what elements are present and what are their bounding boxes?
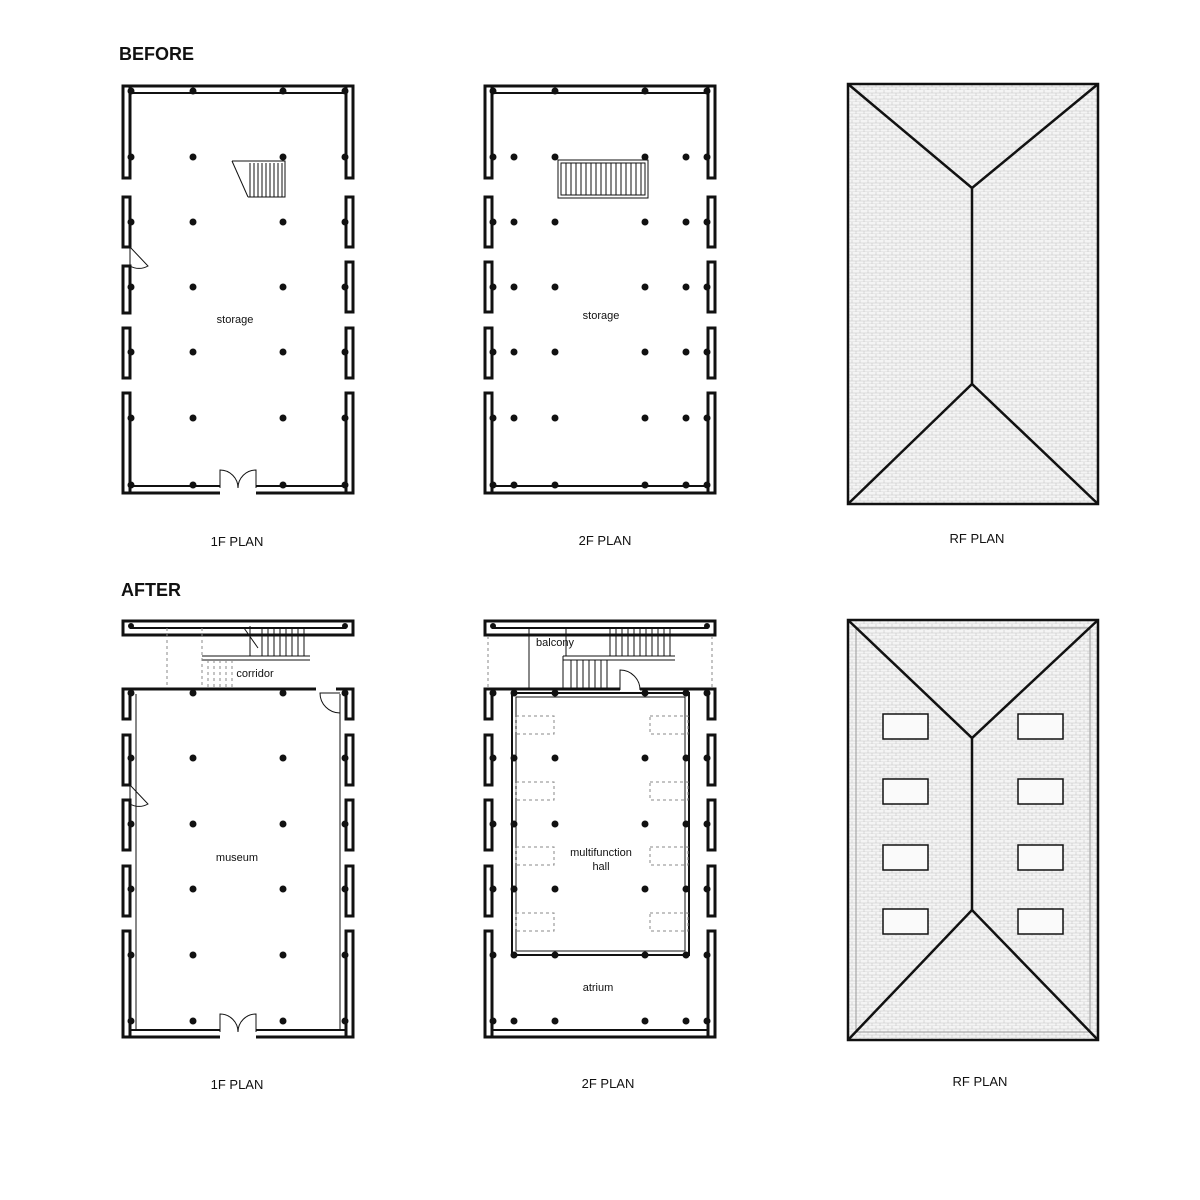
before-1f-plan-label: 1F PLAN xyxy=(210,534,264,549)
after-1f-corridor-label: corridor xyxy=(236,668,274,680)
after-1f-room-label: museum xyxy=(215,852,259,864)
after-rf-plan-label: RF PLAN xyxy=(952,1074,1008,1089)
before-2f-room-label: storage xyxy=(582,310,620,322)
before-1f-columns xyxy=(128,88,349,489)
after-2f-plan xyxy=(485,621,715,1037)
before-1f-room-label: storage xyxy=(216,314,254,326)
before-2f-columns xyxy=(490,88,711,489)
before-1f-plan xyxy=(123,86,353,493)
before-title: BEFORE xyxy=(119,44,195,64)
after-rf-plan xyxy=(848,620,1098,1040)
before-2f-plan-label: 2F PLAN xyxy=(578,533,632,548)
after-1f-plan-label: 1F PLAN xyxy=(210,1077,264,1092)
after-1f-plan xyxy=(123,621,353,1037)
after-title: AFTER xyxy=(121,580,181,600)
after-2f-columns xyxy=(490,623,711,1025)
after-1f-columns xyxy=(128,623,349,1025)
after-2f-balcony-label: balcony xyxy=(536,637,574,649)
before-rf-plan-label: RF PLAN xyxy=(949,531,1005,546)
after-2f-atrium-label: atrium xyxy=(582,982,614,994)
after-2f-plan-label: 2F PLAN xyxy=(581,1076,635,1091)
before-rf-plan xyxy=(848,84,1098,504)
before-2f-plan xyxy=(485,86,715,493)
after-2f-hall-label-line1: multifunction xyxy=(570,847,632,859)
after-2f-hall-label-line2: hall xyxy=(592,861,610,873)
